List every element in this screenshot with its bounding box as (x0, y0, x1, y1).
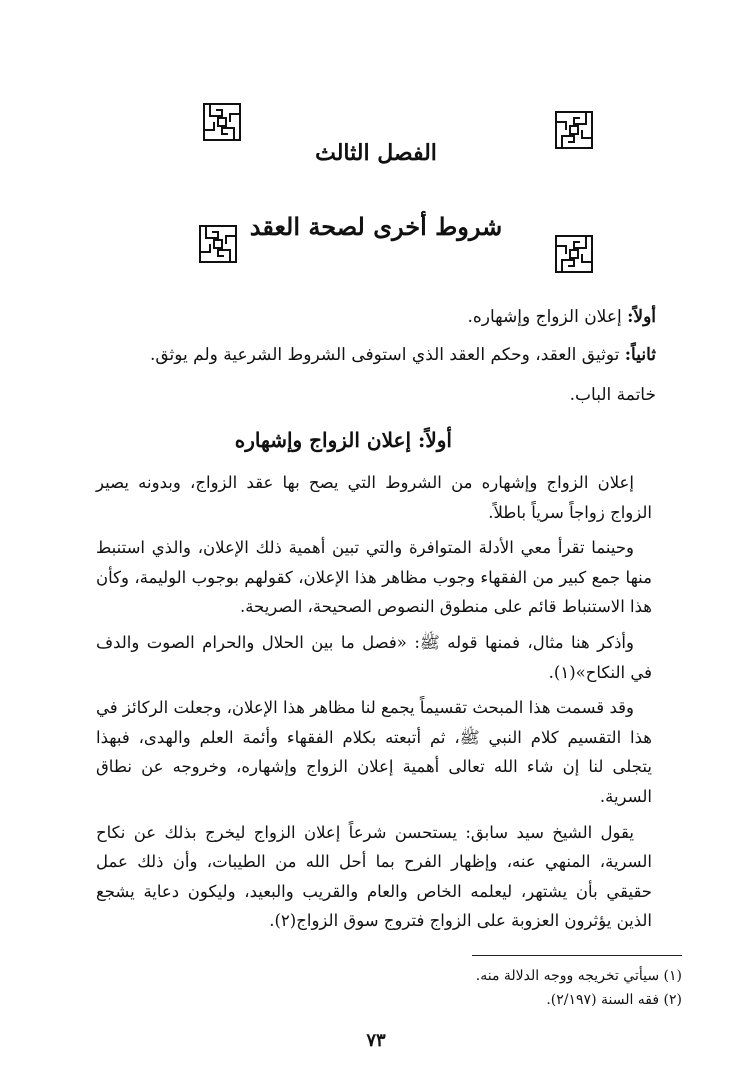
footnote: (٢) فقه السنة (٢/١٩٧). (546, 992, 682, 1008)
subheading: أولاً: إعلان الزواج وإشهاره (234, 428, 452, 452)
footnotes (182, 964, 682, 1012)
arabesque-ornament-icon (200, 100, 244, 144)
paragraph: إعلان الزواج وإشهاره من الشروط التي يصح بها عقد الزواج، وبدونه يصير الزواج زواجاً سرياً باطلاً. (96, 473, 652, 522)
paragraph: يقول الشيخ سيد سابق: يستحسن شرعاً إعلان الزواج ليخرج بذلك عن نكاح السرية، المنهي عنه، وإظهار الفرح بما أحل الله من الطيبات، وأن ذلك عمل حقيقي بأن يشتهر، ليعلمه الخاص والعام والقريب والبعيد، وليكون دعاية يشجع الذين يؤثرون العزوبة على الزواج فتروج سوق الزواج(٢). (96, 822, 652, 931)
footnote-divider (472, 955, 682, 956)
paragraph: وقد قسمت هذا المبحث تقسيماً يجمع لنا مظاهر هذا الإعلان، وجعلت الركائز في هذا التقسيم كلام النبي ﷺ، ثم أتبعته بكلام الفقهاء وأئمة العلم والهدى، فبهذا يتجلى لنا إن شاء الله تعالى أهمية إعلان الزواج وإشهاره، وخروجه عن نطاق السرية. (96, 698, 652, 806)
toc-item-text: إعلان الزواج وإشهاره. (467, 307, 628, 327)
toc-item-2 (96, 344, 656, 366)
body-text (96, 468, 652, 942)
chapter-title: الفصل الثالث (315, 140, 437, 166)
toc-item-label: أولاً: (627, 307, 656, 327)
toc-item-label: ثانياً: (624, 345, 656, 365)
toc-item-1 (96, 306, 656, 328)
footnote: (١) سيأتي تخريجه ووجه الدلالة منه. (475, 968, 682, 984)
toc-item-text: خاتمة الباب. (569, 385, 656, 405)
toc-item-3 (96, 384, 656, 406)
paragraph: وحينما تقرأ معي الأدلة المتوافرة والتي تبين أهمية ذلك الإعلان، والذي استنبط منها جمع كبير من الفقهاء وجوب مظاهر هذا الإعلان، كقولهم بوجوب الوليمة، وكأن هذا الاستنباط قائم على منطوق النصوص الصحيحة، الصريحة. (96, 538, 652, 617)
page-number: ٧٣ (366, 1030, 386, 1051)
paragraph: وأذكر هنا مثال، فمنها قوله ﷺ: «فصل ما بين الحلال والحرام الصوت والدف في النكاح»(١). (96, 632, 652, 682)
toc-item-text: توثيق العقد، وحكم العقد الذي استوفى الشروط الشرعية ولم يوثق. (149, 345, 625, 365)
section-title: شروط أخرى لصحة العقد (249, 212, 503, 241)
